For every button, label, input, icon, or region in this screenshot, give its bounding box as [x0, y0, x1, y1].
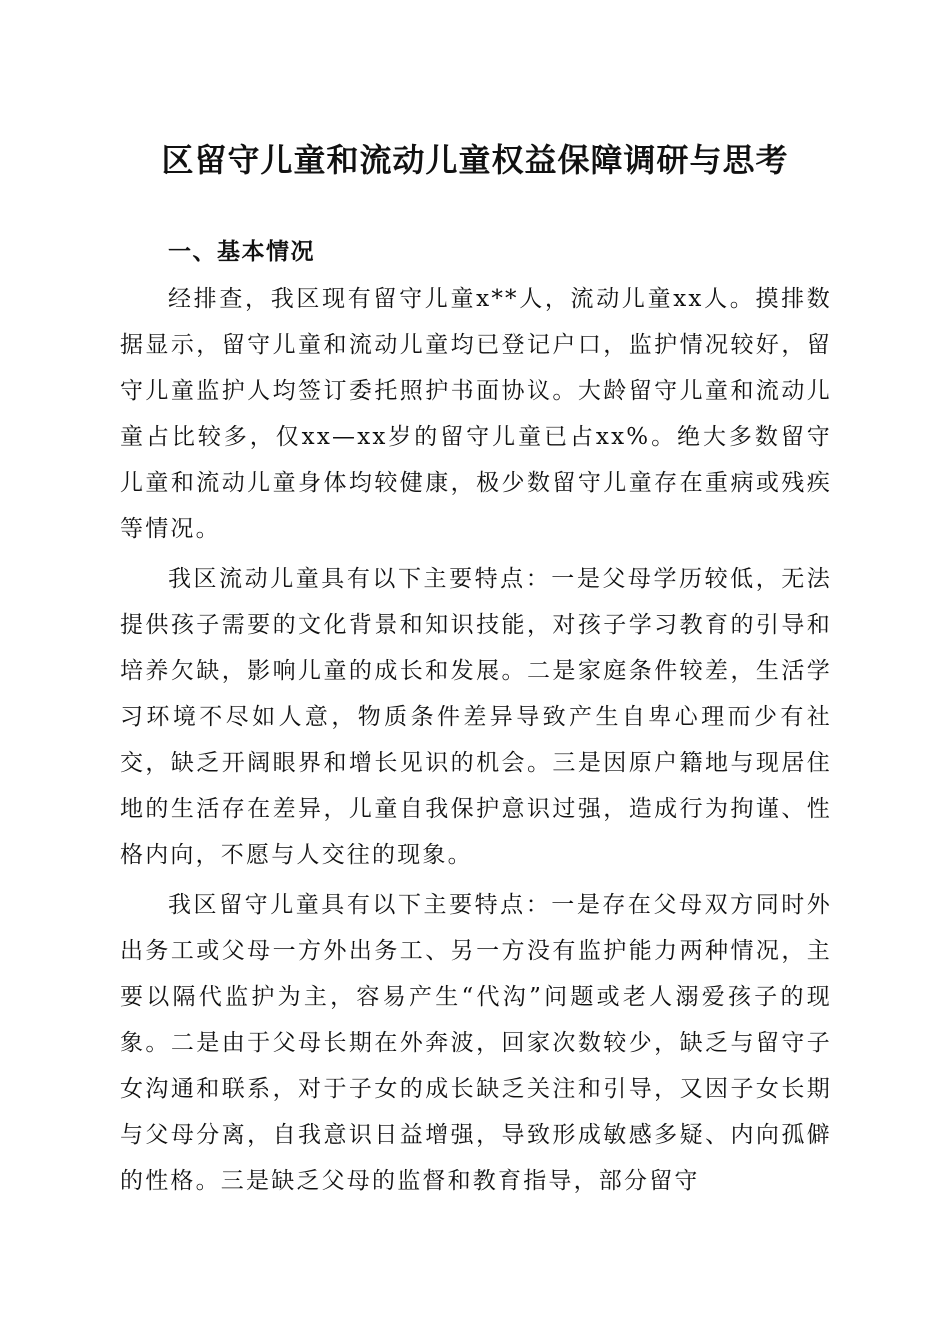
section-heading: 一、基本情况 — [168, 239, 315, 265]
document-body — [120, 228, 832, 1208]
document-title: 区留守儿童和流动儿童权益保障调研与思考 — [161, 141, 789, 179]
paragraph-overview: 经排查，我区现有留守儿童x**人，流动儿童xx人。摸排数据显示，留守儿童和流动儿童均已登记户口，监护情况较好，留守儿童监护人均签订委托照护书面协议。大龄留守儿童和流动儿童占比较多，仅xx—xx岁的留守儿童已占xx%。绝大多数留守儿童和流动儿童身体均较健康，极少数留守儿童存在重病或残疾等情况。 — [120, 286, 832, 542]
paragraph-migrant-children: 我区流动儿童具有以下主要特点：一是父母学历较低，无法提供孩子需要的文化背景和知识技能，对孩子学习教育的引导和培养欠缺，影响儿童的成长和发展。二是家庭条件较差，生活学习环境不尽如人意，物质条件差异导致产生自卑心理而少有社交，缺乏开阔眼界和增长见识的机会。三是因原户籍地与现居住地的生活存在差异，儿童自我保护意识过强，造成行为拘谨、性格内向，不愿与人交往的现象。 — [120, 566, 832, 868]
paragraph-left-behind-children: 我区留守儿童具有以下主要特点：一是存在父母双方同时外出务工或父母一方外出务工、另一方没有监护能力两种情况，主要以隔代监护为主，容易产生“代沟”问题或老人溺爱孩子的现象。二是由于父母长期在外奔波，回家次数较少，缺乏与留守子女沟通和联系，对于子女的成长缺乏关注和引导，又因子女长期与父母分离，自我意识日益增强，导致形成敏感多疑、内向孤僻的性格。三是缺乏父母的监督和教育指导，部分留守 — [120, 892, 832, 1194]
